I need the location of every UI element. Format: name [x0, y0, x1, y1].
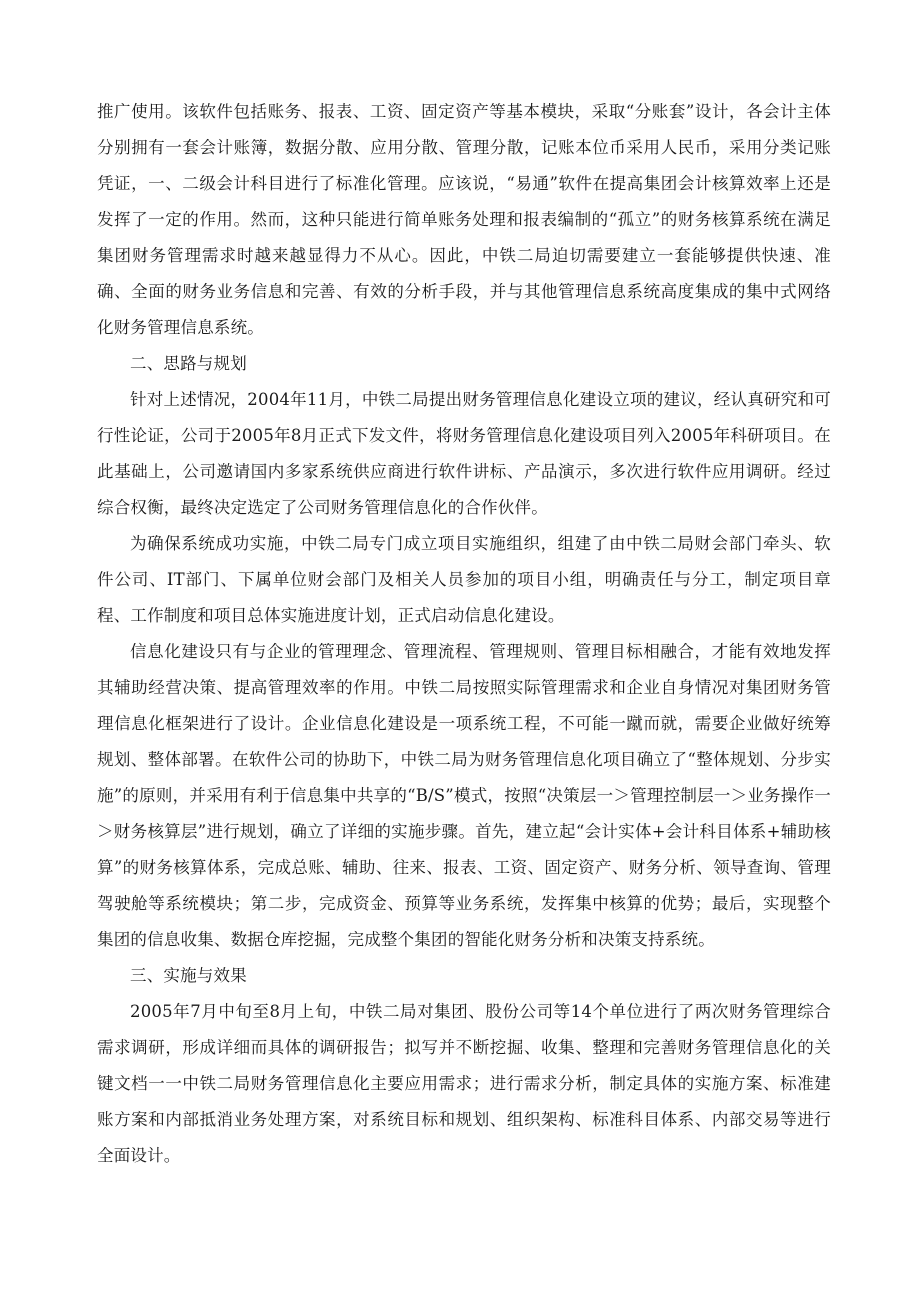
paragraph-framework-design: 信息化建设只有与企业的管理理念、管理流程、管理规则、管理目标相融合，才能有效地发挥其辅助经营决策、提高管理效率的作用。中铁二局按照实际管理需求和企业自身情况对集团财务管理信息化框架进行了设计。企业信息化建设是一项系统工程，不可能一蹴而就，需要企业做好统筹规划、整体部署。在软件公司的协助下，中铁二局为财务管理信息化项目确立了“整体规划、分步实施”的原则，并采用有利于信息集中共享的“B/S”模式，按照“决策层一＞管理控制层一＞业务操作一＞财务核算层”进行规划，确立了详细的实施步骤。首先，建立起“会计实体+会计科目体系+辅助核算”的财务核算体系，完成总账、辅助、往来、报表、工资、固定资产、财务分析、领导查询、管理驾驶舱等系统模块；第二步，完成资金、预算等业务系统，发挥集中核算的优势；最后，实现整个集团的信息收集、数据仓库挖掘，完成整个集团的智能化财务分析和决策支持系统。: [97, 642, 831, 949]
paragraph-continuation: 推广使用。该软件包括账务、报表、工资、固定资产等基本模块，采取“分账套”设计，各会计主体分别拥有一套会计账簿，数据分散、应用分散、管理分散，记账本位币采用人民币，采用分类记账凭证，一、二级会计科目进行了标准化管理。应该说，“易通”软件在提高集团会计核算效率上还是发挥了一定的作用。然而，这种只能进行简单账务处理和报表编制的“孤立”的财务核算系统在满足集团财务管理需求时越来越显得力不从心。因此，中铁二局迫切需要建立一套能够提供快速、准确、全面的财务业务信息和完善、有效的分析手段，并与其他管理信息系统高度集成的集中式网络化财务管理信息系统。: [97, 102, 831, 337]
section-heading-implementation-and-results: 三、实施与效果: [130, 966, 247, 985]
paragraph-requirements-research: 2005年7月中旬至8月上旬，中铁二局对集团、股份公司等14个单位进行了两次财务管理综合需求调研，形成详细而具体的调研报告；拟写并不断挖掘、收集、整理和完善财务管理信息化的关键文档一一中铁二局财务管理信息化主要应用需求；进行需求分析，制定具体的实施方案、标准建账方案和内部抵消业务处理方案，对系统目标和规划、组织架构、标准科目体系、内部交易等进行全面设计。: [97, 1002, 831, 1165]
document-page: [97, 94, 831, 1174]
paragraph-project-initiation: 针对上述情况，2004年11月，中铁二局提出财务管理信息化建设立项的建议，经认真研究和可行性论证，公司于2005年8月正式下发文件，将财务管理信息化建设项目列入2005年科研项目。在此基础上，公司邀请国内多家系统供应商进行软件讲标、产品演示，多次进行软件应用调研。经过综合权衡，最终决定选定了公司财务管理信息化的合作伙伴。: [97, 390, 831, 517]
paragraph-project-organization: 为确保系统成功实施，中铁二局专门成立项目实施组织，组建了由中铁二局财会部门牵头、软件公司、IT部门、下属单位财会部门及相关人员参加的项目小组，明确责任与分工，制定项目章程、工作制度和项目总体实施进度计划，正式启动信息化建设。: [97, 534, 831, 625]
section-heading-ideas-and-planning: 二、思路与规划: [130, 354, 247, 373]
